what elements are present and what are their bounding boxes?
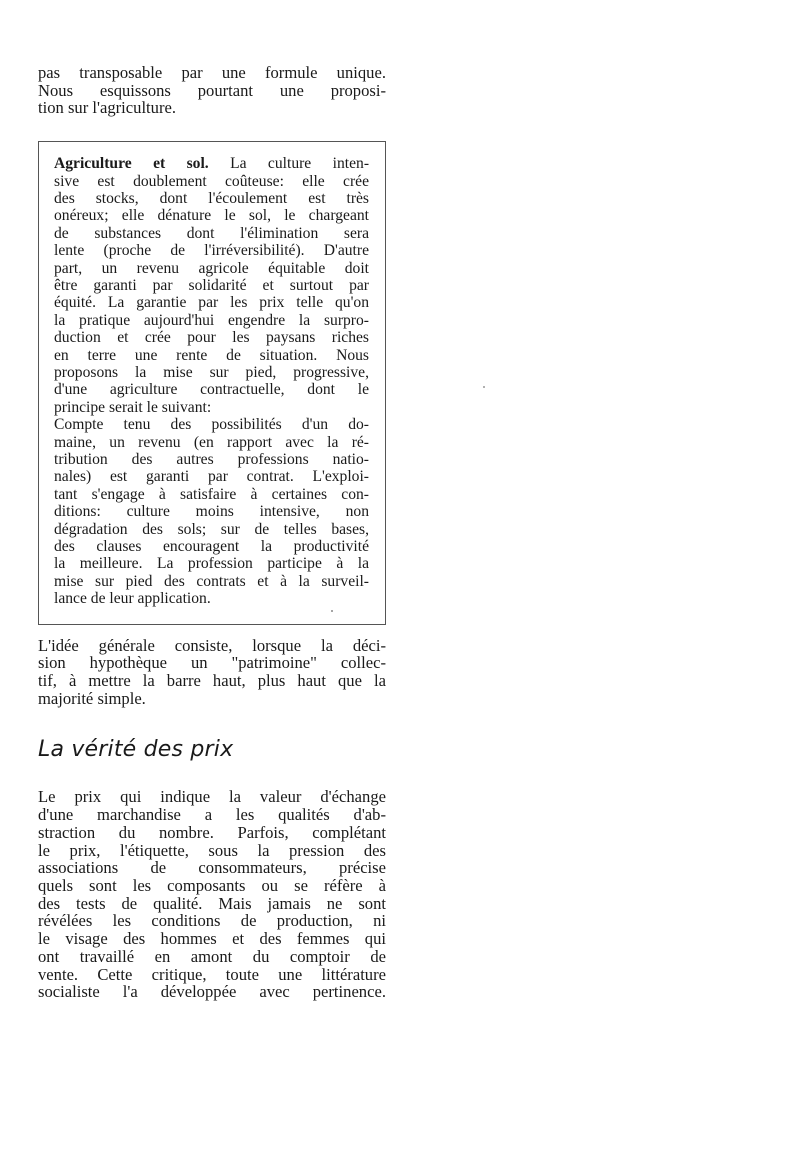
text-line: ditions: culture moins intensive, non xyxy=(54,503,369,521)
text-line: d'une marchandise a les qualités d'ab- xyxy=(38,805,386,825)
text-line: lance de leur application. xyxy=(54,590,211,608)
speck-mark xyxy=(483,386,485,388)
text-line: sion hypothèque un "patrimoine" collec- xyxy=(38,653,386,673)
text-line: en terre une rente de situation. Nous xyxy=(54,346,369,364)
text-line: ont travaillé en amont du comptoir de xyxy=(38,946,386,966)
agriculture-box xyxy=(38,141,386,625)
speck-mark xyxy=(331,610,333,612)
text-line: lente (proche de l'irréversibilité). D'autre xyxy=(54,242,369,260)
text-line: des stocks, dont l'écoulement est très xyxy=(54,189,369,207)
text-line: Compte tenu des possibilités d'un do- xyxy=(54,416,369,434)
text-line: dégradation des sols; sur de telles bases, xyxy=(54,520,369,538)
text-line: onéreux; elle dénature le sol, le chargeant xyxy=(54,207,369,225)
text-line: mise sur pied des contrats et à la surveil- xyxy=(54,572,369,590)
text-line xyxy=(54,155,369,172)
text-line: équité. La garantie par les prix telle qu'on xyxy=(54,294,369,312)
text-line: Le prix qui indique la valeur d'échange xyxy=(38,787,386,807)
text-column xyxy=(38,64,386,1001)
text-line: tribution des autres professions natio- xyxy=(54,451,369,469)
text-line: part, un revenu agricole équitable doit xyxy=(54,259,369,277)
text-line: maine, un revenu (en rapport avec la ré- xyxy=(54,433,369,451)
text-line: des tests de qualité. Mais jamais ne sont xyxy=(38,893,386,913)
text-line: duction et crée pour les paysans riches xyxy=(54,329,369,347)
box-paragraph xyxy=(54,155,369,608)
box-lead: Agriculture et sol. xyxy=(54,155,209,173)
text-line: vente. Cette critique, toute une littérature xyxy=(38,964,386,984)
text-line: nales) est garanti par contrat. L'exploi- xyxy=(54,468,369,486)
text-line: proposons la mise sur pied, progressive, xyxy=(54,363,369,381)
text-line: socialiste l'a développée avec pertinence. xyxy=(38,982,386,1002)
text-line: être garanti par solidarité et surtout par xyxy=(54,276,369,294)
text-line: le prix, l'étiquette, sous la pression des xyxy=(38,840,386,860)
box-lead-continuation: La culture inten- xyxy=(208,155,370,173)
text-line: révélées les conditions de production, ni xyxy=(38,911,386,931)
text-line: straction du nombre. Parfois, complétant xyxy=(38,822,386,842)
text-line: pas transposable par une formule unique. xyxy=(38,63,386,82)
text-line: quels sont les composants ou se réfère à xyxy=(38,876,386,895)
text-line: L'idée générale consiste, lorsque la déci- xyxy=(38,635,386,655)
text-line: d'une agriculture contractuelle, dont le xyxy=(54,381,369,399)
intro-paragraph xyxy=(38,64,386,117)
text-line: de substances dont l'élimination sera xyxy=(54,224,369,242)
section-paragraph xyxy=(38,788,386,1000)
text-line: tant s'engage à satisfaire à certaines con- xyxy=(54,485,369,503)
text-line: sive est doublement coûteuse: elle crée xyxy=(54,172,369,190)
text-line: principe serait le suivant: xyxy=(54,398,212,416)
text-line: des clauses encouragent la productivité xyxy=(54,538,369,556)
text-line: le visage des hommes et des femmes qui xyxy=(38,929,386,949)
text-line: la pratique aujourd'hui engendre la surpro- xyxy=(54,311,369,329)
text-line: Nous esquissons pourtant une proposi- xyxy=(38,80,386,100)
section-heading: La vérité des prix xyxy=(38,737,234,763)
text-line: tif, à mettre la barre haut, plus haut que la xyxy=(38,671,386,691)
after-box-paragraph xyxy=(38,637,386,708)
text-line: associations de consommateurs, précise xyxy=(38,858,386,878)
text-line: tion sur l'agriculture. xyxy=(38,98,177,118)
text-line: majorité simple. xyxy=(38,688,146,708)
text-line: la meilleure. La profession participe à la xyxy=(54,555,369,573)
